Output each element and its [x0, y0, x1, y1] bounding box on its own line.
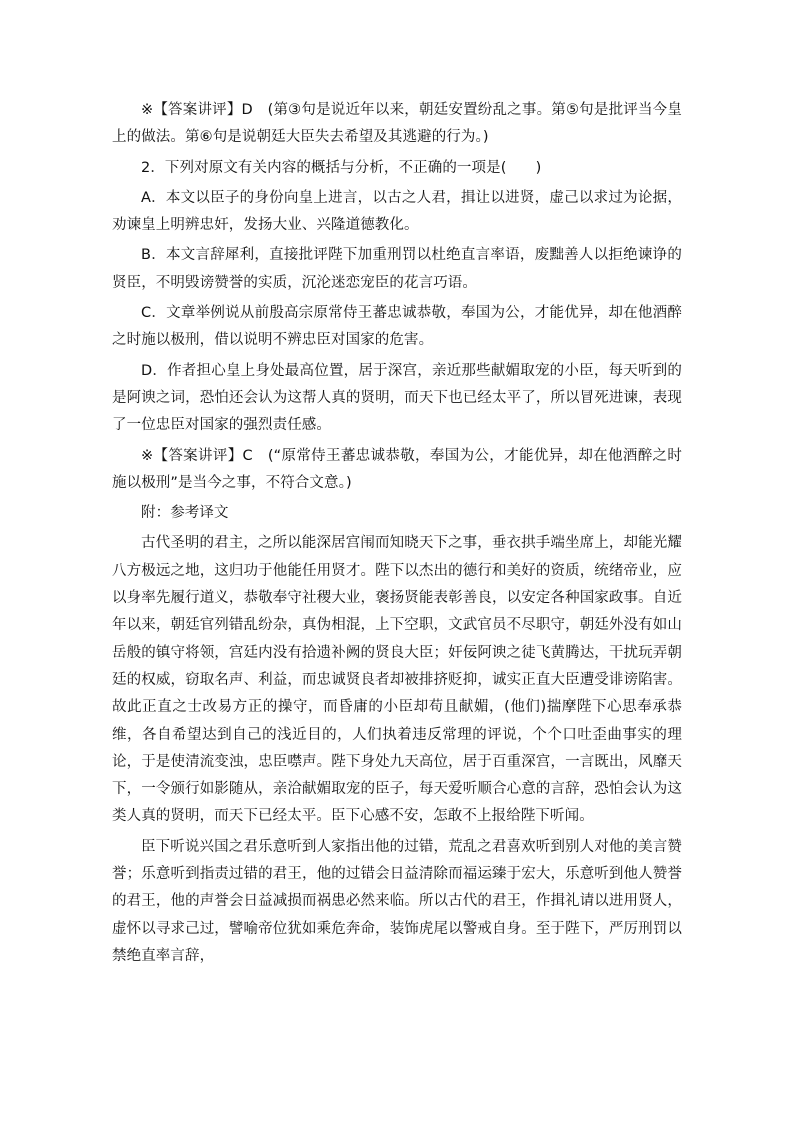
question-2: 2．下列对原文有关内容的概括与分析，不正确的一项是( )	[141, 159, 542, 176]
answer-explanation-1: ※【答案讲评】D (第③句是说近年以来，朝廷安置纷乱之事。第⑤句是批评当今皇上的做法。第⑥句是说朝廷大臣失去希望及其逃避的行为。)	[112, 102, 682, 146]
document-page	[112, 97, 682, 970]
answer-explanation-2: ※【答案讲评】C (“原常侍王蕃忠诚恭敬，奉国为公，才能优异，却在他酒醉之时施以极刑”是当今之事，不符合文意。)	[112, 447, 682, 491]
option-c: C．文章举例说从前殷高宗原常侍王蕃忠诚恭敬，奉国为公，才能优异，却在他酒醉之时施以极刑，借以说明不辨忠臣对国家的危害。	[112, 305, 682, 349]
appendix-heading: 附：参考译文	[141, 505, 229, 522]
translation-paragraph-1: 古代圣明的君主，之所以能深居宫闱而知晓天下之事，垂衣拱手端坐席上，却能光耀八方极远之地，这归功于他能任用贤才。陛下以杰出的德行和美好的资质，统绪帝业，应以身率先履行道义，恭敬奉守社稷大业，褒扬贤能表彰善良，以安定各种国家政事。自近年以来，朝廷官列错乱纷杂，真伪相混，上下空职，文武官员不尽职守，朝廷外没有如山岳般的镇守将领，宫廷内没有拾遗补阙的贤良大臣；奸佞阿谀之徒飞黄腾达，干扰玩弄朝廷的权威，窃取名声、利益，而忠诚贤良者却被排挤贬抑，诚实正直大臣遭受诽谤陷害。故此正直之士改易方正的操守，而昏庸的小臣却苟且献媚，(他们)揣摩陛下心思奉承恭维，各自希望达到自己的浅近目的，人们执着违反常理的评说，个个口吐歪曲事实的理论，于是使清流变浊，忠臣噤声。陛下身处九天高位，居于百重深宫，一言既出，风靡天下，一令颁行如影随从，亲洽献媚取宠的臣子，每天爱听顺合心意的言辞，恐怕会认为这类人真的贤明，而天下已经太平。臣下心感不安，怎敢不上报给陛下听闻。	[112, 535, 682, 825]
option-a: A．本文以臣子的身份向皇上进言，以古之人君，揖让以进贤，虚己以求过为论据，劝谏皇上明辨忠奸，发扬大业、兴隆道德教化。	[112, 189, 682, 234]
option-b: B．本文言辞犀利，直接批评陛下加重刑罚以杜绝直言率语，废黜善人以拒绝谏诤的贤臣，不明毁谤赞誉的实质，沉沦迷恋宠臣的花言巧语。	[112, 247, 682, 291]
translation-paragraph-2: 臣下听说兴国之君乐意听到人家指出他的过错，荒乱之君喜欢听到别人对他的美言赞誉；乐意听到指责过错的君王，他的过错会日益清除而福运臻于宏大，乐意听到他人赞誉的君王，他的声誉会日益减损而祸患必然来临。所以古代的君王，作揖礼请以进用贤人，虚怀以寻求己过，譬喻帝位犹如乘危奔命，装饰虎尾以警戒自身。至于陛下，严厉刑罚以禁绝直率言辞，	[112, 838, 682, 964]
option-d: D．作者担心皇上身处最高位置，居于深宫，亲近那些献媚取宠的小臣，每天听到的是阿谀之词，恐怕还会认为这帮人真的贤明，而天下也已经太平了，所以冒死进谏，表现了一位忠臣对国家的强烈责任感。	[112, 362, 682, 434]
